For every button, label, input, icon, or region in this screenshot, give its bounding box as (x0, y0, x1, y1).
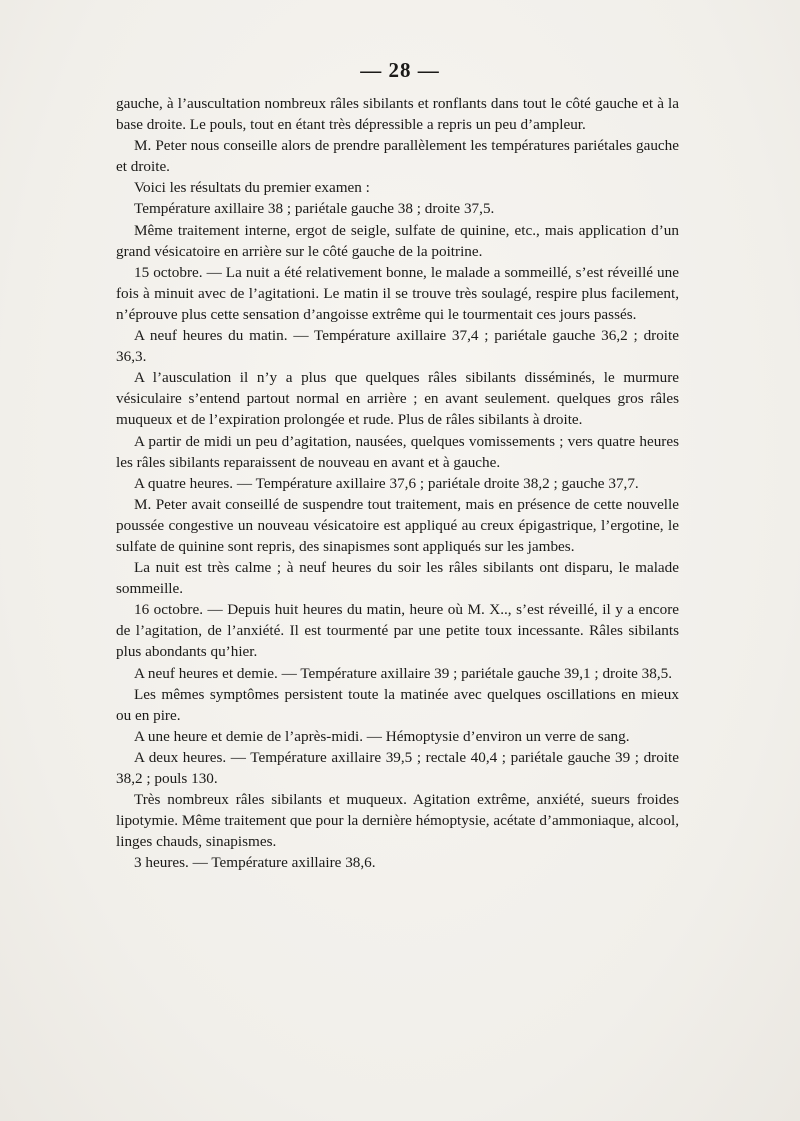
paragraph: 16 octobre. — Depuis huit heures du matin, heure où M. X.., s’est réveillé, il y a encore de l’agitation, de l’anxiété. Il est tourmenté par une petite toux incessante. Râles sibilants plus abondants qu’hier. (116, 601, 679, 661)
paragraph: Très nombreux râles sibilants et muqueux. Agitation extrême, anxiété, sueurs froides lipotymie. Même traitement que pour la dernière hémoptysie, acétate d’ammoniaque, alcool, linges chauds, sinapismes. (116, 791, 679, 851)
paragraph: Température axillaire 38 ; pariétale gauche 38 ; droite 37,5. (134, 200, 495, 218)
page-number: — 28 — (360, 58, 440, 82)
paragraph: A deux heures. — Température axillaire 39,5 ; rectale 40,4 ; pariétale gauche 39 ; droite 38,2 ; pouls 130. (116, 748, 679, 787)
paragraph: Les mêmes symptômes persistent toute la matinée avec quelques oscillations en mieux ou en pire. (116, 685, 679, 724)
paragraph-continued: gauche, à l’auscultation nombreux râles sibilants et ronflants dans tout le côté gauche et à la base droite. Le pouls, tout en étant très dépressible a repris un peu d’ampleur. (116, 95, 679, 134)
paragraph: A partir de midi un peu d’agitation, nausées, quelques vomissements ; vers quatre heures les râles sibilants reparaissent de nouveau en avant et à gauche. (116, 432, 679, 471)
paragraph: La nuit est très calme ; à neuf heures du soir les râles sibilants ont disparu, le malade sommeille. (116, 559, 679, 598)
paragraph: 15 octobre. — La nuit a été relativement bonne, le malade a sommeillé, s’est réveillé une fois à minuit avec de l’agitationi. Le matin il se trouve très soulagé, respire plus facilement, n’éprouve plus cette sensation d’angoisse extrême qui le tourmentait ces jours passés. (116, 263, 679, 323)
paragraph: Même traitement interne, ergot de seigle, sulfate de quinine, etc., mais application d’un grand vésicatoire en arrière sur le côté gauche de la poitrine. (116, 221, 679, 260)
paragraph: A neuf heures et demie. — Température axillaire 39 ; pariétale gauche 39,1 ; droite 38,5. (134, 664, 673, 682)
paragraph: A l’ausculation il n’y a plus que quelques râles sibilants disséminés, le murmure vésiculaire s’entend partout normal en arrière ; en avant seulement. quelques gros râles muqueux et de l’expiration prolongée et rude. Plus de râles sibilants à droite. (116, 369, 679, 429)
body-text (116, 93, 679, 873)
paragraph: M. Peter nous conseille alors de prendre parallèlement les températures pariétales gauche et droite. (116, 137, 679, 176)
paragraph: M. Peter avait conseillé de suspendre tout traitement, mais en présence de cette nouvelle poussée congestive un nouveau vésicatoire est appliqué au creux épigastrique, l’ergotine, le sulfate de quinine sont repris, des sinapismes sont appliqués sur les jambes. (116, 495, 679, 555)
paragraph: A neuf heures du matin. — Température axillaire 37,4 ; pariétale gauche 36,2 ; droite 36,3. (116, 327, 679, 366)
paragraph: A quatre heures. — Température axillaire 37,6 ; pariétale droite 38,2 ; gauche 37,7. (134, 474, 639, 492)
paragraph: Voici les résultats du premier examen : (134, 179, 370, 197)
paragraph: 3 heures. — Température axillaire 38,6. (134, 854, 376, 872)
paragraph: A une heure et demie de l’après-midi. — Hémoptysie d’environ un verre de sang. (134, 727, 630, 745)
